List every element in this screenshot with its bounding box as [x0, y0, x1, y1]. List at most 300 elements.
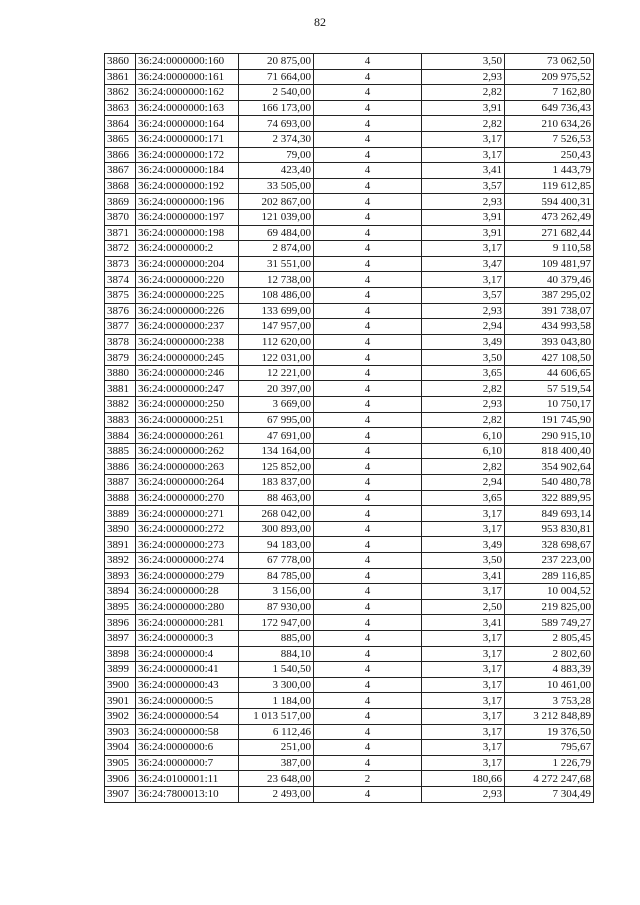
category-cell: 4	[314, 287, 422, 303]
row-number-cell: 3873	[105, 256, 136, 272]
cadastral-number-cell: 36:24:0000000:58	[136, 724, 239, 740]
row-number-cell: 3872	[105, 241, 136, 257]
category-cell: 4	[314, 506, 422, 522]
row-number-cell: 3878	[105, 334, 136, 350]
row-number-cell: 3905	[105, 755, 136, 771]
table-body	[105, 54, 594, 803]
cadastral-table	[104, 53, 594, 803]
category-cell: 4	[314, 54, 422, 70]
cadastral-number-cell: 36:24:0000000:196	[136, 194, 239, 210]
area-cell: 67 995,00	[239, 412, 314, 428]
cadastral-number-cell: 36:24:0000000:204	[136, 256, 239, 272]
category-cell: 4	[314, 69, 422, 85]
table-row	[105, 615, 594, 631]
table-row	[105, 693, 594, 709]
row-number-cell: 3889	[105, 506, 136, 522]
category-cell: 4	[314, 475, 422, 491]
row-number-cell: 3861	[105, 69, 136, 85]
value-cell: 109 481,97	[505, 256, 594, 272]
rate-cell: 3,41	[422, 163, 505, 179]
category-cell: 4	[314, 147, 422, 163]
row-number-cell: 3894	[105, 584, 136, 600]
cadastral-number-cell: 36:24:0000000:163	[136, 100, 239, 116]
cadastral-number-cell: 36:24:0000000:198	[136, 225, 239, 241]
category-cell: 4	[314, 428, 422, 444]
area-cell: 2 874,00	[239, 241, 314, 257]
row-number-cell: 3867	[105, 163, 136, 179]
cadastral-number-cell: 36:24:0000000:226	[136, 303, 239, 319]
row-number-cell: 3886	[105, 459, 136, 475]
row-number-cell: 3879	[105, 350, 136, 366]
area-cell: 166 173,00	[239, 100, 314, 116]
row-number-cell: 3876	[105, 303, 136, 319]
cadastral-number-cell: 36:24:0000000:251	[136, 412, 239, 428]
table-row	[105, 475, 594, 491]
area-cell: 251,00	[239, 740, 314, 756]
category-cell: 4	[314, 194, 422, 210]
row-number-cell: 3865	[105, 131, 136, 147]
value-cell: 1 443,79	[505, 163, 594, 179]
value-cell: 589 749,27	[505, 615, 594, 631]
table-row	[105, 116, 594, 132]
value-cell: 10 750,17	[505, 397, 594, 413]
area-cell: 31 551,00	[239, 256, 314, 272]
table-row	[105, 319, 594, 335]
category-cell: 4	[314, 350, 422, 366]
table-row	[105, 771, 594, 787]
row-number-cell: 3903	[105, 724, 136, 740]
value-cell: 393 043,80	[505, 334, 594, 350]
area-cell: 88 463,00	[239, 490, 314, 506]
table-row	[105, 287, 594, 303]
row-number-cell: 3884	[105, 428, 136, 444]
category-cell: 4	[314, 163, 422, 179]
category-cell: 4	[314, 116, 422, 132]
row-number-cell: 3870	[105, 209, 136, 225]
category-cell: 4	[314, 584, 422, 600]
row-number-cell: 3900	[105, 677, 136, 693]
category-cell: 4	[314, 630, 422, 646]
cadastral-number-cell: 36:24:0000000:5	[136, 693, 239, 709]
area-cell: 33 505,00	[239, 178, 314, 194]
area-cell: 79,00	[239, 147, 314, 163]
area-cell: 387,00	[239, 755, 314, 771]
row-number-cell: 3907	[105, 786, 136, 802]
page-number: 82	[314, 15, 326, 29]
table-row	[105, 209, 594, 225]
area-cell: 87 930,00	[239, 599, 314, 615]
area-cell: 125 852,00	[239, 459, 314, 475]
category-cell: 4	[314, 100, 422, 116]
category-cell: 4	[314, 178, 422, 194]
area-cell: 12 738,00	[239, 272, 314, 288]
value-cell: 427 108,50	[505, 350, 594, 366]
row-number-cell: 3896	[105, 615, 136, 631]
cadastral-number-cell: 36:24:0100001:11	[136, 771, 239, 787]
rate-cell: 3,47	[422, 256, 505, 272]
table-row	[105, 630, 594, 646]
category-cell: 4	[314, 615, 422, 631]
table-row	[105, 537, 594, 553]
rate-cell: 6,10	[422, 428, 505, 444]
value-cell: 2 805,45	[505, 630, 594, 646]
row-number-cell: 3893	[105, 568, 136, 584]
cadastral-number-cell: 36:24:0000000:262	[136, 443, 239, 459]
row-number-cell: 3898	[105, 646, 136, 662]
category-cell: 4	[314, 708, 422, 724]
cadastral-number-cell: 36:24:0000000:28	[136, 584, 239, 600]
table-row	[105, 100, 594, 116]
area-cell: 84 785,00	[239, 568, 314, 584]
row-number-cell: 3891	[105, 537, 136, 553]
value-cell: 473 262,49	[505, 209, 594, 225]
cadastral-number-cell: 36:24:0000000:274	[136, 553, 239, 569]
cadastral-number-cell: 36:24:0000000:272	[136, 521, 239, 537]
value-cell: 237 223,00	[505, 553, 594, 569]
table-row	[105, 677, 594, 693]
category-cell: 4	[314, 365, 422, 381]
value-cell: 119 612,85	[505, 178, 594, 194]
area-cell: 134 164,00	[239, 443, 314, 459]
area-cell: 2 374,30	[239, 131, 314, 147]
area-cell: 884,10	[239, 646, 314, 662]
area-cell: 2 493,00	[239, 786, 314, 802]
value-cell: 849 693,14	[505, 506, 594, 522]
cadastral-number-cell: 36:24:0000000:247	[136, 381, 239, 397]
cadastral-number-cell: 36:24:0000000:172	[136, 147, 239, 163]
value-cell: 818 400,40	[505, 443, 594, 459]
rate-cell: 3,17	[422, 147, 505, 163]
table-row	[105, 755, 594, 771]
category-cell: 4	[314, 568, 422, 584]
rate-cell: 2,82	[422, 116, 505, 132]
area-cell: 1 184,00	[239, 693, 314, 709]
table-row	[105, 381, 594, 397]
row-number-cell: 3883	[105, 412, 136, 428]
rate-cell: 3,57	[422, 287, 505, 303]
area-cell: 6 112,46	[239, 724, 314, 740]
area-cell: 69 484,00	[239, 225, 314, 241]
value-cell: 40 379,46	[505, 272, 594, 288]
area-cell: 3 156,00	[239, 584, 314, 600]
area-cell: 268 042,00	[239, 506, 314, 522]
category-cell: 4	[314, 786, 422, 802]
row-number-cell: 3877	[105, 319, 136, 335]
rate-cell: 3,17	[422, 630, 505, 646]
cadastral-number-cell: 36:24:0000000:246	[136, 365, 239, 381]
table-row	[105, 740, 594, 756]
area-cell: 423,40	[239, 163, 314, 179]
table-row	[105, 786, 594, 802]
value-cell: 210 634,26	[505, 116, 594, 132]
category-cell: 2	[314, 771, 422, 787]
category-cell: 4	[314, 303, 422, 319]
cadastral-number-cell: 36:24:0000000:271	[136, 506, 239, 522]
rate-cell: 3,17	[422, 755, 505, 771]
area-cell: 71 664,00	[239, 69, 314, 85]
category-cell: 4	[314, 443, 422, 459]
category-cell: 4	[314, 381, 422, 397]
category-cell: 4	[314, 553, 422, 569]
table-row	[105, 568, 594, 584]
value-cell: 289 116,85	[505, 568, 594, 584]
cadastral-number-cell: 36:24:0000000:3	[136, 630, 239, 646]
area-cell: 20 875,00	[239, 54, 314, 70]
rate-cell: 3,91	[422, 100, 505, 116]
cadastral-number-cell: 36:24:0000000:161	[136, 69, 239, 85]
category-cell: 4	[314, 646, 422, 662]
value-cell: 219 825,00	[505, 599, 594, 615]
cadastral-number-cell: 36:24:0000000:54	[136, 708, 239, 724]
cadastral-number-cell: 36:24:0000000:263	[136, 459, 239, 475]
rate-cell: 3,50	[422, 553, 505, 569]
cadastral-number-cell: 36:24:0000000:197	[136, 209, 239, 225]
value-cell: 19 376,50	[505, 724, 594, 740]
category-cell: 4	[314, 459, 422, 475]
area-cell: 20 397,00	[239, 381, 314, 397]
value-cell: 391 738,07	[505, 303, 594, 319]
rate-cell: 2,82	[422, 85, 505, 101]
cadastral-number-cell: 36:24:0000000:6	[136, 740, 239, 756]
category-cell: 4	[314, 319, 422, 335]
area-cell: 74 693,00	[239, 116, 314, 132]
row-number-cell: 3871	[105, 225, 136, 241]
table-row	[105, 708, 594, 724]
rate-cell: 2,50	[422, 599, 505, 615]
category-cell: 4	[314, 693, 422, 709]
rate-cell: 3,17	[422, 724, 505, 740]
row-number-cell: 3864	[105, 116, 136, 132]
rate-cell: 3,17	[422, 662, 505, 678]
value-cell: 73 062,50	[505, 54, 594, 70]
value-cell: 3 212 848,89	[505, 708, 594, 724]
area-cell: 47 691,00	[239, 428, 314, 444]
row-number-cell: 3906	[105, 771, 136, 787]
area-cell: 12 221,00	[239, 365, 314, 381]
rate-cell: 2,93	[422, 303, 505, 319]
area-cell: 1 540,50	[239, 662, 314, 678]
value-cell: 2 802,60	[505, 646, 594, 662]
rate-cell: 3,50	[422, 350, 505, 366]
rate-cell: 2,82	[422, 459, 505, 475]
value-cell: 290 915,10	[505, 428, 594, 444]
row-number-cell: 3882	[105, 397, 136, 413]
value-cell: 387 295,02	[505, 287, 594, 303]
rate-cell: 3,17	[422, 272, 505, 288]
rate-cell: 3,41	[422, 568, 505, 584]
area-cell: 3 669,00	[239, 397, 314, 413]
value-cell: 4 883,39	[505, 662, 594, 678]
table-row	[105, 553, 594, 569]
value-cell: 7 526,53	[505, 131, 594, 147]
row-number-cell: 3885	[105, 443, 136, 459]
table-row	[105, 241, 594, 257]
rate-cell: 2,93	[422, 194, 505, 210]
cadastral-number-cell: 36:24:0000000:184	[136, 163, 239, 179]
rate-cell: 2,93	[422, 397, 505, 413]
rate-cell: 2,94	[422, 475, 505, 491]
cadastral-number-cell: 36:24:0000000:225	[136, 287, 239, 303]
cadastral-number-cell: 36:24:0000000:162	[136, 85, 239, 101]
table-row	[105, 412, 594, 428]
cadastral-number-cell: 36:24:0000000:160	[136, 54, 239, 70]
table-row	[105, 662, 594, 678]
area-cell: 94 183,00	[239, 537, 314, 553]
rate-cell: 3,17	[422, 646, 505, 662]
row-number-cell: 3866	[105, 147, 136, 163]
table-row	[105, 350, 594, 366]
rate-cell: 3,17	[422, 740, 505, 756]
table-row	[105, 490, 594, 506]
table-row	[105, 724, 594, 740]
value-cell: 649 736,43	[505, 100, 594, 116]
row-number-cell: 3902	[105, 708, 136, 724]
value-cell: 540 480,78	[505, 475, 594, 491]
category-cell: 4	[314, 397, 422, 413]
category-cell: 4	[314, 662, 422, 678]
table-row	[105, 272, 594, 288]
area-cell: 122 031,00	[239, 350, 314, 366]
cadastral-number-cell: 36:24:0000000:261	[136, 428, 239, 444]
table-row	[105, 584, 594, 600]
table-row	[105, 521, 594, 537]
value-cell: 44 606,65	[505, 365, 594, 381]
row-number-cell: 3892	[105, 553, 136, 569]
category-cell: 4	[314, 740, 422, 756]
category-cell: 4	[314, 521, 422, 537]
row-number-cell: 3890	[105, 521, 136, 537]
value-cell: 434 993,58	[505, 319, 594, 335]
category-cell: 4	[314, 412, 422, 428]
rate-cell: 3,17	[422, 131, 505, 147]
category-cell: 4	[314, 755, 422, 771]
rate-cell: 3,41	[422, 615, 505, 631]
area-cell: 147 957,00	[239, 319, 314, 335]
category-cell: 4	[314, 241, 422, 257]
category-cell: 4	[314, 334, 422, 350]
category-cell: 4	[314, 85, 422, 101]
table-row	[105, 194, 594, 210]
rate-cell: 3,17	[422, 708, 505, 724]
area-cell: 885,00	[239, 630, 314, 646]
rate-cell: 3,49	[422, 334, 505, 350]
row-number-cell: 3875	[105, 287, 136, 303]
category-cell: 4	[314, 131, 422, 147]
area-cell: 183 837,00	[239, 475, 314, 491]
cadastral-number-cell: 36:24:0000000:270	[136, 490, 239, 506]
category-cell: 4	[314, 724, 422, 740]
row-number-cell: 3881	[105, 381, 136, 397]
value-cell: 322 889,95	[505, 490, 594, 506]
row-number-cell: 3880	[105, 365, 136, 381]
table-row	[105, 459, 594, 475]
rate-cell: 3,17	[422, 584, 505, 600]
table-row	[105, 334, 594, 350]
rate-cell: 2,93	[422, 69, 505, 85]
row-number-cell: 3904	[105, 740, 136, 756]
rate-cell: 2,82	[422, 412, 505, 428]
row-number-cell: 3887	[105, 475, 136, 491]
value-cell: 209 975,52	[505, 69, 594, 85]
value-cell: 7 162,80	[505, 85, 594, 101]
table-row	[105, 178, 594, 194]
rate-cell: 3,49	[422, 537, 505, 553]
cadastral-number-cell: 36:24:0000000:250	[136, 397, 239, 413]
table-row	[105, 54, 594, 70]
table-row	[105, 303, 594, 319]
value-cell: 57 519,54	[505, 381, 594, 397]
cadastral-number-cell: 36:24:0000000:43	[136, 677, 239, 693]
rate-cell: 6,10	[422, 443, 505, 459]
category-cell: 4	[314, 256, 422, 272]
table-row	[105, 131, 594, 147]
rate-cell: 2,93	[422, 786, 505, 802]
cadastral-number-cell: 36:24:0000000:7	[136, 755, 239, 771]
value-cell: 10 004,52	[505, 584, 594, 600]
rate-cell: 180,66	[422, 771, 505, 787]
cadastral-number-cell: 36:24:0000000:164	[136, 116, 239, 132]
cadastral-number-cell: 36:24:0000000:2	[136, 241, 239, 257]
area-cell: 1 013 517,00	[239, 708, 314, 724]
table-row	[105, 599, 594, 615]
area-cell: 108 486,00	[239, 287, 314, 303]
area-cell: 172 947,00	[239, 615, 314, 631]
area-cell: 67 778,00	[239, 553, 314, 569]
area-cell: 202 867,00	[239, 194, 314, 210]
table-row	[105, 163, 594, 179]
rate-cell: 3,57	[422, 178, 505, 194]
row-number-cell: 3862	[105, 85, 136, 101]
row-number-cell: 3869	[105, 194, 136, 210]
value-cell: 250,43	[505, 147, 594, 163]
rate-cell: 2,94	[422, 319, 505, 335]
rate-cell: 2,82	[422, 381, 505, 397]
table-row	[105, 147, 594, 163]
value-cell: 9 110,58	[505, 241, 594, 257]
category-cell: 4	[314, 209, 422, 225]
row-number-cell: 3863	[105, 100, 136, 116]
area-cell: 3 300,00	[239, 677, 314, 693]
row-number-cell: 3899	[105, 662, 136, 678]
cadastral-number-cell: 36:24:0000000:237	[136, 319, 239, 335]
value-cell: 795,67	[505, 740, 594, 756]
cadastral-number-cell: 36:24:0000000:41	[136, 662, 239, 678]
area-cell: 2 540,00	[239, 85, 314, 101]
rate-cell: 3,65	[422, 490, 505, 506]
row-number-cell: 3860	[105, 54, 136, 70]
category-cell: 4	[314, 599, 422, 615]
value-cell: 3 753,28	[505, 693, 594, 709]
row-number-cell: 3888	[105, 490, 136, 506]
value-cell: 328 698,67	[505, 537, 594, 553]
table-row	[105, 506, 594, 522]
table-row	[105, 69, 594, 85]
cadastral-number-cell: 36:24:0000000:4	[136, 646, 239, 662]
cadastral-number-cell: 36:24:0000000:238	[136, 334, 239, 350]
value-cell: 953 830,81	[505, 521, 594, 537]
value-cell: 4 272 247,68	[505, 771, 594, 787]
value-cell: 10 461,00	[505, 677, 594, 693]
value-cell: 7 304,49	[505, 786, 594, 802]
rate-cell: 3,50	[422, 54, 505, 70]
cadastral-number-cell: 36:24:7800013:10	[136, 786, 239, 802]
row-number-cell: 3868	[105, 178, 136, 194]
cadastral-number-cell: 36:24:0000000:273	[136, 537, 239, 553]
cadastral-number-cell: 36:24:0000000:279	[136, 568, 239, 584]
table-row	[105, 256, 594, 272]
table-row	[105, 225, 594, 241]
rate-cell: 3,17	[422, 241, 505, 257]
